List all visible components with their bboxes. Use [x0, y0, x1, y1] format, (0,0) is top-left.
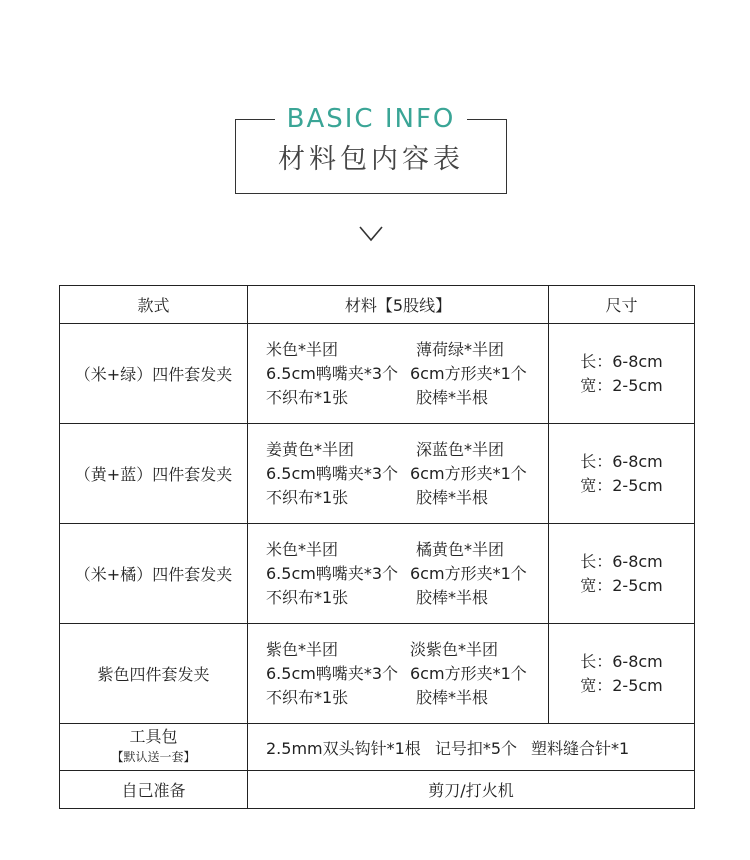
- title-chinese: 材料包内容表: [278, 144, 464, 175]
- table-row: [60, 624, 695, 724]
- table-row: [60, 324, 695, 424]
- table-row: [60, 424, 695, 524]
- material-item: 6cm方形夹*1个: [410, 563, 527, 583]
- tool-kit-name-cell: [60, 724, 248, 771]
- material-item: 橘黄色*半团: [416, 539, 505, 559]
- table-header-row: [60, 286, 695, 324]
- tool-kit-note: 【默认送一套】: [111, 750, 196, 764]
- table-row: [60, 524, 695, 624]
- size-length: 长：6-8cm: [580, 351, 663, 371]
- material-item: 6cm方形夹*1个: [410, 363, 527, 383]
- material-item: 不织布*1张: [266, 387, 349, 407]
- material-item: 6.5cm鸭嘴夹*3个: [266, 663, 399, 683]
- style-cell: （黄+蓝）四件套发夹: [60, 424, 248, 524]
- chevron-down-icon: [359, 226, 383, 242]
- materials-cell: [248, 624, 549, 724]
- size-width: 宽：2-5cm: [580, 475, 663, 495]
- material-item: 6.5cm鸭嘴夹*3个: [266, 363, 399, 383]
- material-item: 胶棒*半根: [416, 487, 489, 507]
- material-item: 胶棒*半根: [416, 387, 489, 407]
- material-item: 不织布*1张: [266, 587, 349, 607]
- materials-table: [59, 285, 695, 809]
- size-cell: [549, 324, 695, 424]
- size-width: 宽：2-5cm: [580, 375, 663, 395]
- self-prepare-row: [60, 771, 695, 809]
- material-item: 深蓝色*半团: [416, 439, 505, 459]
- materials-cell: [248, 424, 549, 524]
- size-cell: [549, 524, 695, 624]
- size-length: 长：6-8cm: [580, 651, 663, 671]
- style-cell: （米+橘）四件套发夹: [60, 524, 248, 624]
- size-width: 宽：2-5cm: [580, 675, 663, 695]
- material-item: 米色*半团: [266, 539, 339, 559]
- tool-kit-item: 2.5mm双头钩针*1根: [266, 738, 421, 758]
- tool-kit-item: 记号扣*5个: [434, 738, 517, 758]
- size-length: 长：6-8cm: [580, 451, 663, 471]
- title-english: BASIC INFO: [286, 104, 456, 134]
- style-cell: 紫色四件套发夹: [60, 624, 248, 724]
- size-cell: [549, 624, 695, 724]
- tool-kit-items-cell: [248, 724, 695, 771]
- size-length: 长：6-8cm: [580, 551, 663, 571]
- tool-kit-item: 塑料缝合针*1: [531, 738, 630, 758]
- size-width: 宽：2-5cm: [580, 575, 663, 595]
- material-item: 6cm方形夹*1个: [410, 463, 527, 483]
- material-item: 胶棒*半根: [416, 687, 489, 707]
- materials-cell: [248, 524, 549, 624]
- material-item: 紫色*半团: [266, 639, 339, 659]
- tool-kit-row: [60, 724, 695, 771]
- material-item: 米色*半团: [266, 339, 339, 359]
- tool-kit-name: 工具包: [129, 727, 178, 746]
- material-item: 6.5cm鸭嘴夹*3个: [266, 563, 399, 583]
- materials-cell: [248, 324, 549, 424]
- material-item: 不织布*1张: [266, 487, 349, 507]
- column-header-materials: 材料【5股线】: [248, 286, 549, 324]
- material-item: 淡紫色*半团: [410, 639, 499, 659]
- column-header-size: 尺寸: [549, 286, 695, 324]
- material-item: 姜黄色*半团: [266, 439, 355, 459]
- self-prepare-items: 剪刀/打火机: [248, 771, 695, 809]
- material-item: 薄荷绿*半团: [416, 339, 505, 359]
- self-prepare-name: 自己准备: [60, 771, 248, 809]
- material-item: 6.5cm鸭嘴夹*3个: [266, 463, 399, 483]
- material-item: 不织布*1张: [266, 687, 349, 707]
- column-header-style: 款式: [60, 286, 248, 324]
- size-cell: [549, 424, 695, 524]
- material-item: 6cm方形夹*1个: [410, 663, 527, 683]
- style-cell: （米+绿）四件套发夹: [60, 324, 248, 424]
- material-item: 胶棒*半根: [416, 587, 489, 607]
